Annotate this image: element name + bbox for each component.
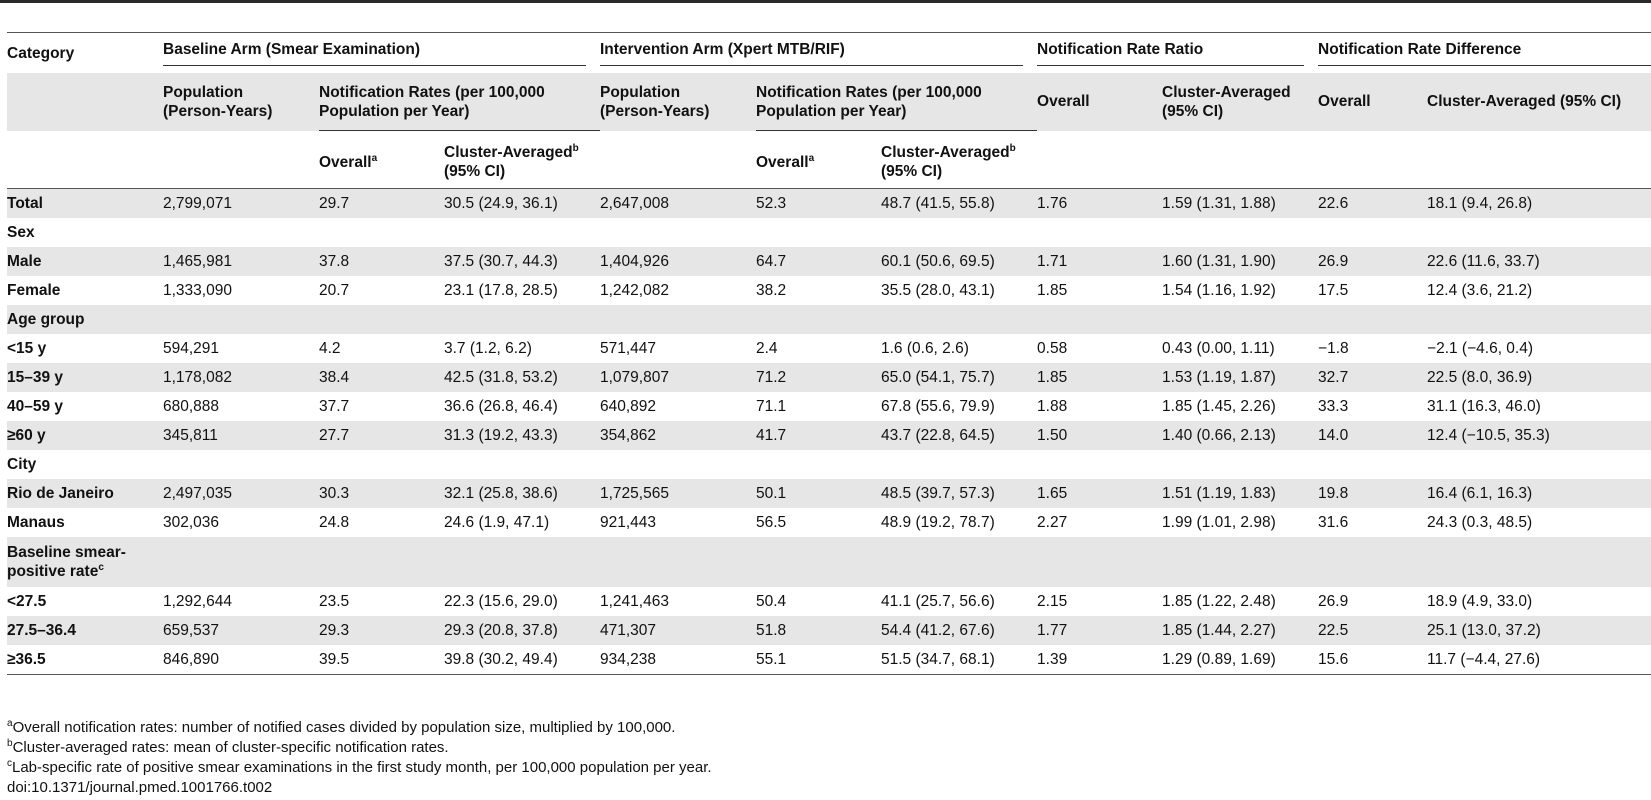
table-row	[7, 616, 1651, 645]
cell-io	[756, 450, 881, 479]
cell-ic: 65.0 (54.1, 75.7)	[881, 363, 1037, 392]
cell-rc: 1.29 (0.89, 1.69)	[1162, 650, 1276, 668]
cell-io: 50.1	[756, 479, 881, 508]
row-category: Baseline smear-positive rate$^c$	[7, 537, 163, 587]
cell-do: 26.9	[1318, 592, 1349, 610]
cell-bp	[163, 450, 319, 479]
cell-ip: 1,404,926	[600, 247, 756, 276]
cell-dc: 31.1 (16.3, 46.0)	[1427, 397, 1541, 415]
cell-dc: 22.6 (11.6, 33.7)	[1427, 247, 1651, 276]
cell-ic: 48.5 (39.7, 57.3)	[881, 479, 1037, 508]
cell-bo: 38.4	[319, 363, 444, 392]
cell-rc: 1.85 (1.45, 2.26)	[1162, 397, 1276, 415]
table-row	[7, 537, 1651, 587]
cell-ic	[881, 218, 1037, 247]
cell-ip: 354,862	[600, 421, 756, 450]
cell-ip	[600, 218, 756, 247]
cell-bo	[319, 305, 444, 334]
cell-bc	[444, 218, 600, 247]
cell-rc	[1162, 537, 1318, 587]
cell-ip	[600, 450, 756, 479]
row-category: Manaus	[7, 513, 65, 531]
cell-ic	[881, 305, 1037, 334]
cell-bc: 23.1 (17.8, 28.5)	[444, 281, 558, 299]
row-category: ≥36.5	[7, 650, 46, 668]
top-border	[0, 0, 1651, 3]
table-row	[7, 421, 1651, 450]
cell-dc: 18.9 (4.9, 33.0)	[1427, 592, 1533, 610]
cell-bp: 594,291	[163, 339, 220, 357]
table-row	[7, 450, 1651, 479]
header-intervention-cluster: Cluster-Averaged$^b$ (95% CI)	[881, 131, 1037, 188]
cell-bo: 20.7	[319, 281, 350, 299]
cell-ro	[1037, 218, 1162, 247]
data-table	[7, 32, 1651, 675]
cell-ro: 1.71	[1037, 247, 1162, 276]
cell-ic: 51.5 (34.7, 68.1)	[881, 650, 995, 668]
table-row	[7, 508, 1651, 537]
cell-ip: 640,892	[600, 397, 657, 415]
cell-ip: 921,443	[600, 513, 657, 531]
header-row-1	[7, 33, 1651, 74]
cell-ic: 67.8 (55.6, 79.9)	[881, 397, 995, 415]
cell-ip: 1,725,565	[600, 479, 756, 508]
header-baseline-population: Population (Person-Years)	[163, 73, 319, 131]
cell-bc: 31.3 (19.2, 43.3)	[444, 421, 600, 450]
cell-ic: 48.7 (41.5, 55.8)	[881, 188, 1037, 218]
cell-do: 17.5	[1318, 281, 1349, 299]
header-intervention-arm: Intervention Arm (Xpert MTB/RIF)	[600, 33, 1037, 74]
cell-bo: 23.5	[319, 592, 350, 610]
table-row	[7, 645, 1651, 674]
cell-io: 2.4	[756, 339, 778, 357]
cell-rc: 1.85 (1.44, 2.27)	[1162, 616, 1318, 645]
cell-do: 22.6	[1318, 188, 1427, 218]
cell-ro: 1.39	[1037, 650, 1068, 668]
cell-bc: 29.3 (20.8, 37.8)	[444, 616, 600, 645]
cell-ic: 60.1 (50.6, 69.5)	[881, 247, 1037, 276]
cell-dc	[1427, 305, 1651, 334]
cell-bc: 3.7 (1.2, 6.2)	[444, 339, 532, 357]
header-rate-ratio: Notification Rate Ratio	[1037, 33, 1318, 74]
cell-io: 41.7	[756, 421, 881, 450]
cell-do: 15.6	[1318, 650, 1349, 668]
cell-bc: 32.1 (25.8, 38.6)	[444, 479, 600, 508]
cell-ip: 2,647,008	[600, 188, 756, 218]
cell-dc: 11.7 (−4.4, 27.6)	[1427, 650, 1541, 668]
cell-bp: 1,178,082	[163, 363, 319, 392]
table-row	[7, 247, 1651, 276]
cell-ic	[881, 450, 1037, 479]
cell-bp	[163, 537, 319, 587]
cell-dc	[1427, 218, 1651, 247]
cell-do	[1318, 537, 1427, 587]
cell-ic: 41.1 (25.7, 56.6)	[881, 592, 995, 610]
cell-ic: 54.4 (41.2, 67.6)	[881, 616, 1037, 645]
cell-dc: 18.1 (9.4, 26.8)	[1427, 188, 1651, 218]
cell-ro: 0.58	[1037, 339, 1068, 357]
cell-bc: 42.5 (31.8, 53.2)	[444, 363, 600, 392]
table-row	[7, 392, 1651, 421]
cell-bo	[319, 537, 444, 587]
cell-bp: 2,799,071	[163, 188, 319, 218]
header-intervention-population: Population (Person-Years)	[600, 73, 756, 131]
cell-bc	[444, 537, 600, 587]
cell-dc	[1427, 450, 1651, 479]
cell-bp: 1,465,981	[163, 247, 319, 276]
cell-io: 64.7	[756, 247, 881, 276]
cell-rc: 1.99 (1.01, 2.98)	[1162, 513, 1276, 531]
cell-dc: 25.1 (13.0, 37.2)	[1427, 616, 1651, 645]
cell-bc: 39.8 (30.2, 49.4)	[444, 650, 558, 668]
cell-ro: 1.88	[1037, 397, 1068, 415]
row-category: Female	[7, 281, 61, 299]
row-category: City	[7, 455, 37, 473]
cell-bo	[319, 450, 444, 479]
cell-bp: 345,811	[163, 421, 319, 450]
cell-do: 26.9	[1318, 247, 1427, 276]
table-row	[7, 276, 1651, 305]
cell-bo	[319, 218, 444, 247]
cell-do: 14.0	[1318, 421, 1427, 450]
table-container	[7, 32, 1651, 675]
cell-ip: 1,241,463	[600, 592, 669, 610]
cell-rc: 1.59 (1.31, 1.88)	[1162, 188, 1318, 218]
cell-ic: 48.9 (19.2, 78.7)	[881, 513, 995, 531]
cell-ro: 2.27	[1037, 513, 1068, 531]
header-row-3	[7, 131, 1651, 188]
footnotes	[7, 718, 712, 798]
row-category: Rio de Janeiro	[7, 479, 163, 508]
cell-io: 51.8	[756, 616, 881, 645]
cell-ro: 1.77	[1037, 616, 1162, 645]
row-category: ≥60 y	[7, 421, 163, 450]
cell-ip: 1,242,082	[600, 281, 669, 299]
footnote-b: $^b$Cluster-averaged rates: mean of cluster-specific notification rates.	[7, 738, 449, 756]
cell-io: 55.1	[756, 650, 787, 668]
cell-dc: 22.5 (8.0, 36.9)	[1427, 363, 1651, 392]
cell-ro: 1.50	[1037, 421, 1162, 450]
cell-ro: 1.65	[1037, 479, 1162, 508]
table-row	[7, 479, 1651, 508]
cell-bo: 37.7	[319, 397, 350, 415]
cell-io: 71.1	[756, 397, 787, 415]
row-category: <15 y	[7, 339, 47, 357]
row-category: Total	[7, 188, 163, 218]
cell-dc: 16.4 (6.1, 16.3)	[1427, 479, 1651, 508]
cell-ic: 43.7 (22.8, 64.5)	[881, 421, 1037, 450]
row-category: 15–39 y	[7, 363, 163, 392]
row-category: Age group	[7, 305, 163, 334]
row-category: 27.5–36.4	[7, 616, 163, 645]
row-category: Sex	[7, 223, 35, 241]
cell-dc: −2.1 (−4.6, 0.4)	[1427, 339, 1534, 357]
table-body	[7, 188, 1651, 674]
header-rate-difference: Notification Rate Difference	[1318, 33, 1651, 74]
cell-bc: 36.6 (26.8, 46.4)	[444, 397, 558, 415]
cell-io: 71.2	[756, 363, 881, 392]
cell-bp	[163, 305, 319, 334]
cell-do: 22.5	[1318, 616, 1427, 645]
header-category: Category	[7, 44, 75, 62]
doi: doi:10.1371/journal.pmed.1001766.t002	[7, 779, 273, 796]
cell-bc: 37.5 (30.7, 44.3)	[444, 247, 600, 276]
row-category: Male	[7, 247, 163, 276]
row-category: <27.5	[7, 592, 47, 610]
cell-do: 19.8	[1318, 479, 1427, 508]
cell-ip: 571,447	[600, 339, 657, 357]
header-blank	[7, 73, 163, 131]
header-ratio-cluster: Cluster-Averaged (95% CI)	[1162, 73, 1318, 131]
cell-do: −1.8	[1318, 339, 1349, 357]
cell-bp: 302,036	[163, 513, 220, 531]
cell-bp: 659,537	[163, 616, 319, 645]
cell-ip	[600, 305, 756, 334]
cell-bc: 24.6 (1.9, 47.1)	[444, 513, 550, 531]
table-row	[7, 218, 1651, 247]
cell-ip: 471,307	[600, 616, 756, 645]
cell-bo: 27.7	[319, 421, 444, 450]
cell-do: 32.7	[1318, 363, 1427, 392]
cell-bc: 30.5 (24.9, 36.1)	[444, 188, 600, 218]
cell-bp: 1,333,090	[163, 281, 232, 299]
cell-io	[756, 537, 881, 587]
cell-ro: 1.85	[1037, 363, 1162, 392]
cell-do: 33.3	[1318, 397, 1349, 415]
cell-ic	[881, 537, 1037, 587]
cell-bp: 846,890	[163, 650, 220, 668]
cell-ic: 35.5 (28.0, 43.1)	[881, 281, 995, 299]
cell-dc	[1427, 537, 1651, 587]
cell-io: 50.4	[756, 592, 787, 610]
cell-rc: 1.53 (1.19, 1.87)	[1162, 363, 1318, 392]
cell-rc	[1162, 218, 1318, 247]
cell-rc	[1162, 450, 1318, 479]
cell-bc	[444, 305, 600, 334]
cell-ro: 1.85	[1037, 281, 1068, 299]
header-baseline-overall: Overall$^a$	[319, 131, 444, 188]
header-ratio-overall: Overall	[1037, 73, 1162, 131]
cell-bc: 22.3 (15.6, 29.0)	[444, 592, 558, 610]
cell-rc: 0.43 (0.00, 1.11)	[1162, 339, 1275, 357]
cell-do	[1318, 450, 1427, 479]
footnote-c: $^c$Lab-specific rate of positive smear examinations in the first study month, per 100,000 population per year.	[7, 758, 712, 776]
header-row-2	[7, 73, 1651, 131]
cell-io	[756, 305, 881, 334]
header-baseline-arm: Baseline Arm (Smear Examination)	[163, 33, 600, 74]
cell-dc: 12.4 (3.6, 21.2)	[1427, 281, 1533, 299]
header-diff-cluster: Cluster-Averaged (95% CI)	[1427, 73, 1651, 131]
cell-bo: 37.8	[319, 247, 444, 276]
footnote-a: $^a$Overall notification rates: number of notified cases divided by population size, multiplied by 100,000.	[7, 718, 676, 736]
header-intervention-notification-rates: Notification Rates (per 100,000 Population per Year)	[756, 73, 1037, 131]
cell-rc: 1.51 (1.19, 1.83)	[1162, 479, 1318, 508]
cell-ro	[1037, 450, 1162, 479]
cell-bp	[163, 218, 319, 247]
cell-bo: 4.2	[319, 339, 341, 357]
table-row	[7, 334, 1651, 363]
cell-bp: 1,292,644	[163, 592, 232, 610]
cell-do: 31.6	[1318, 513, 1349, 531]
cell-ro	[1037, 537, 1162, 587]
cell-dc: 12.4 (−10.5, 35.3)	[1427, 421, 1651, 450]
table-row	[7, 363, 1651, 392]
table-row	[7, 587, 1651, 616]
header-baseline-notification-rates: Notification Rates (per 100,000 Population per Year)	[319, 73, 600, 131]
cell-rc: 1.54 (1.16, 1.92)	[1162, 281, 1276, 299]
cell-bo: 24.8	[319, 513, 350, 531]
cell-io: 52.3	[756, 188, 881, 218]
row-category: 40–59 y	[7, 397, 64, 415]
cell-ic: 1.6 (0.6, 2.6)	[881, 339, 969, 357]
cell-bc	[444, 450, 600, 479]
cell-rc: 1.85 (1.22, 2.48)	[1162, 592, 1276, 610]
cell-rc: 1.60 (1.31, 1.90)	[1162, 247, 1318, 276]
table-row	[7, 305, 1651, 334]
cell-dc: 24.3 (0.3, 48.5)	[1427, 513, 1533, 531]
header-baseline-cluster: Cluster-Averaged$^b$ (95% CI)	[444, 131, 600, 188]
cell-bp: 680,888	[163, 397, 220, 415]
cell-io: 56.5	[756, 513, 787, 531]
cell-ro	[1037, 305, 1162, 334]
cell-bo: 29.7	[319, 188, 444, 218]
cell-ip	[600, 537, 756, 587]
cell-do	[1318, 218, 1427, 247]
cell-rc	[1162, 305, 1318, 334]
cell-io	[756, 218, 881, 247]
cell-ro: 2.15	[1037, 592, 1068, 610]
header-diff-overall: Overall	[1318, 73, 1427, 131]
cell-ip: 934,238	[600, 650, 657, 668]
cell-bo: 29.3	[319, 616, 444, 645]
table-row	[7, 188, 1651, 218]
cell-ro: 1.76	[1037, 188, 1162, 218]
header-intervention-overall: Overall$^a$	[756, 131, 881, 188]
cell-bo: 39.5	[319, 650, 350, 668]
cell-do	[1318, 305, 1427, 334]
cell-bo: 30.3	[319, 479, 444, 508]
cell-io: 38.2	[756, 281, 787, 299]
cell-bp: 2,497,035	[163, 479, 319, 508]
cell-rc: 1.40 (0.66, 2.13)	[1162, 421, 1318, 450]
cell-ip: 1,079,807	[600, 363, 756, 392]
